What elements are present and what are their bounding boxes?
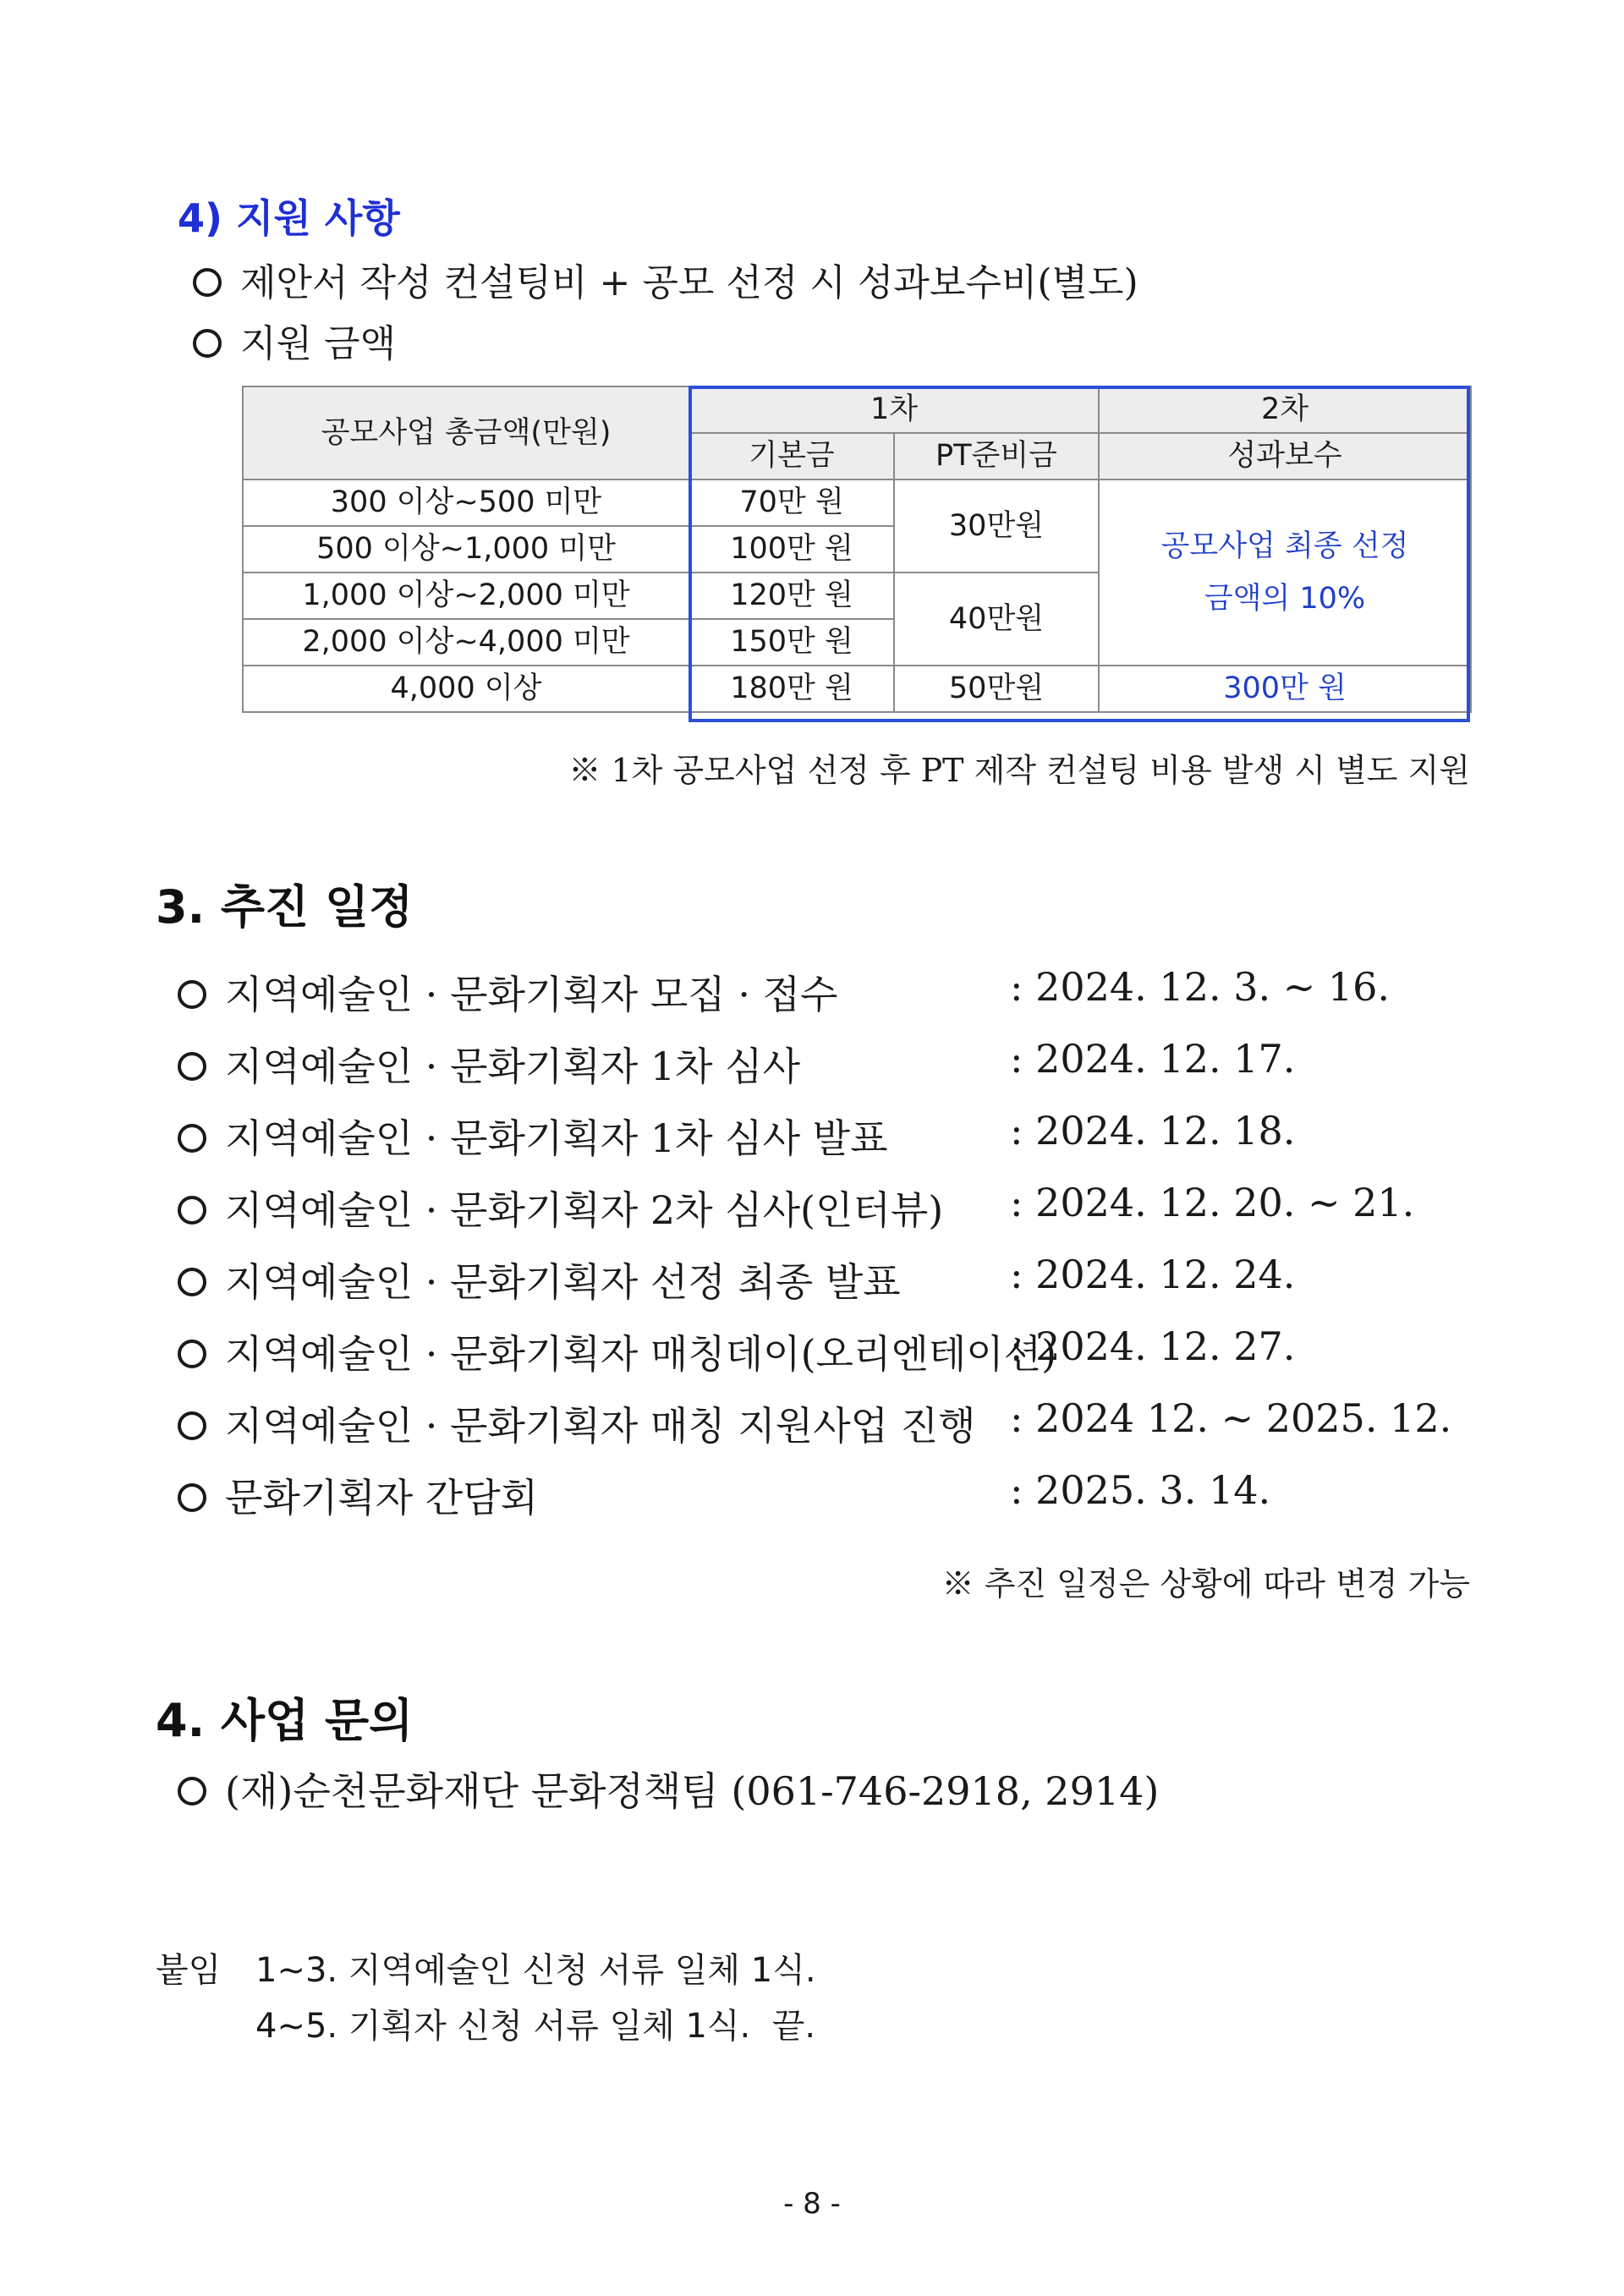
schedule-item-date: : 2024. 12. 27. [1010, 1323, 1296, 1369]
header-round-1: 1차 [689, 386, 1099, 433]
attachment-line-2: 4~5. 기획자 신청 서류 일체 1식. 끝. [255, 2007, 816, 2046]
range-cell: 300 이상~500 미만 [243, 479, 689, 526]
schedule-item-date: : 2024. 12. 20. ~ 21. [1010, 1180, 1415, 1225]
inquiry-heading: 4. 사업 문의 [156, 1694, 414, 1747]
schedule-heading: 3. 추진 일정 [156, 880, 414, 934]
schedule-item-date: : 2024. 12. 24. [1010, 1252, 1296, 1297]
circle-bullet-icon [178, 1268, 206, 1296]
header-basic: 기본금 [689, 433, 894, 479]
range-cell: 4,000 이상 [243, 666, 689, 712]
schedule-item-label: 지역예술인 · 문화기획자 매칭데이(오리엔테이션) [178, 1323, 1056, 1379]
basic-cell: 70만 원 [689, 479, 894, 526]
circle-bullet-icon [178, 1052, 206, 1081]
schedule-item-label: 지역예술인 · 문화기획자 1차 심사 [178, 1036, 800, 1092]
support-item-1: 제안서 작성 컨설팅비 + 공모 선정 시 성과보수비(별도) [193, 252, 1138, 306]
reward-merged-cell: 공모사업 최종 선정 금액의 10% [1099, 479, 1471, 666]
circle-bullet-icon [178, 1196, 206, 1225]
support-amount-table [242, 386, 1472, 713]
header-reward: 성과보수 [1099, 433, 1471, 479]
support-note: ※ 1차 공모사업 선정 후 PT 제작 컨설팅 비용 발생 시 별도 지원 [568, 752, 1470, 789]
page-number: - 8 - [783, 2187, 841, 2221]
inquiry-item: (재)순천문화재단 문화정책팀 (061-746-2918, 2914) [178, 1761, 1159, 1817]
support-heading: 4) 지원 사항 [178, 195, 400, 241]
schedule-item-date: : 2024. 12. 18. [1010, 1108, 1296, 1153]
schedule-item-label: 지역예술인 · 문화기획자 2차 심사(인터뷰) [178, 1180, 943, 1236]
range-cell: 2,000 이상~4,000 미만 [243, 619, 689, 666]
attachment-line-1: 1~3. 지역예술인 신청 서류 일체 1식. [255, 1951, 816, 1990]
pt-cell: 30만원 [894, 479, 1099, 573]
schedule-item-label: 문화기획자 간담회 [178, 1467, 538, 1523]
pt-cell: 40만원 [894, 573, 1099, 666]
attachment-label: 붙임 [156, 1951, 222, 1990]
schedule-item-date: : 2025. 3. 14. [1010, 1467, 1271, 1513]
circle-bullet-icon [178, 1483, 206, 1512]
schedule-item-date: : 2024 12. ~ 2025. 12. [1010, 1395, 1452, 1441]
basic-cell: 120만 원 [689, 573, 894, 619]
schedule-item-date: : 2024. 12. 3. ~ 16. [1010, 964, 1391, 1010]
circle-bullet-icon [178, 1777, 206, 1806]
schedule-item-date: : 2024. 12. 17. [1010, 1036, 1296, 1082]
pt-cell: 50만원 [894, 666, 1099, 712]
range-cell: 500 이상~1,000 미만 [243, 526, 689, 573]
circle-bullet-icon [178, 1340, 206, 1368]
circle-bullet-icon [178, 980, 206, 1009]
schedule-item-label: 지역예술인 · 문화기획자 모집 · 접수 [178, 964, 837, 1020]
reward-cell: 300만 원 [1099, 666, 1471, 712]
schedule-item-label: 지역예술인 · 문화기획자 1차 심사 발표 [178, 1108, 888, 1164]
header-round-2: 2차 [1099, 386, 1471, 433]
range-cell: 1,000 이상~2,000 미만 [243, 573, 689, 619]
header-total-amount: 공모사업 총금액(만원) [243, 386, 689, 479]
basic-cell: 150만 원 [689, 619, 894, 666]
support-item-2: 지원 금액 [193, 313, 396, 367]
attachment-end: 끝. [771, 2007, 816, 2046]
table-row [243, 666, 1471, 712]
schedule-item-label: 지역예술인 · 문화기획자 매칭 지원사업 진행 [178, 1395, 976, 1451]
header-pt: PT준비금 [894, 433, 1099, 479]
basic-cell: 100만 원 [689, 526, 894, 573]
table-row [243, 479, 1471, 526]
circle-bullet-icon [193, 268, 222, 297]
schedule-item-label: 지역예술인 · 문화기획자 선정 최종 발표 [178, 1252, 901, 1307]
circle-bullet-icon [193, 329, 222, 358]
schedule-note: ※ 추진 일정은 상황에 따라 변경 가능 [941, 1565, 1470, 1603]
circle-bullet-icon [178, 1411, 206, 1440]
circle-bullet-icon [178, 1124, 206, 1153]
basic-cell: 180만 원 [689, 666, 894, 712]
